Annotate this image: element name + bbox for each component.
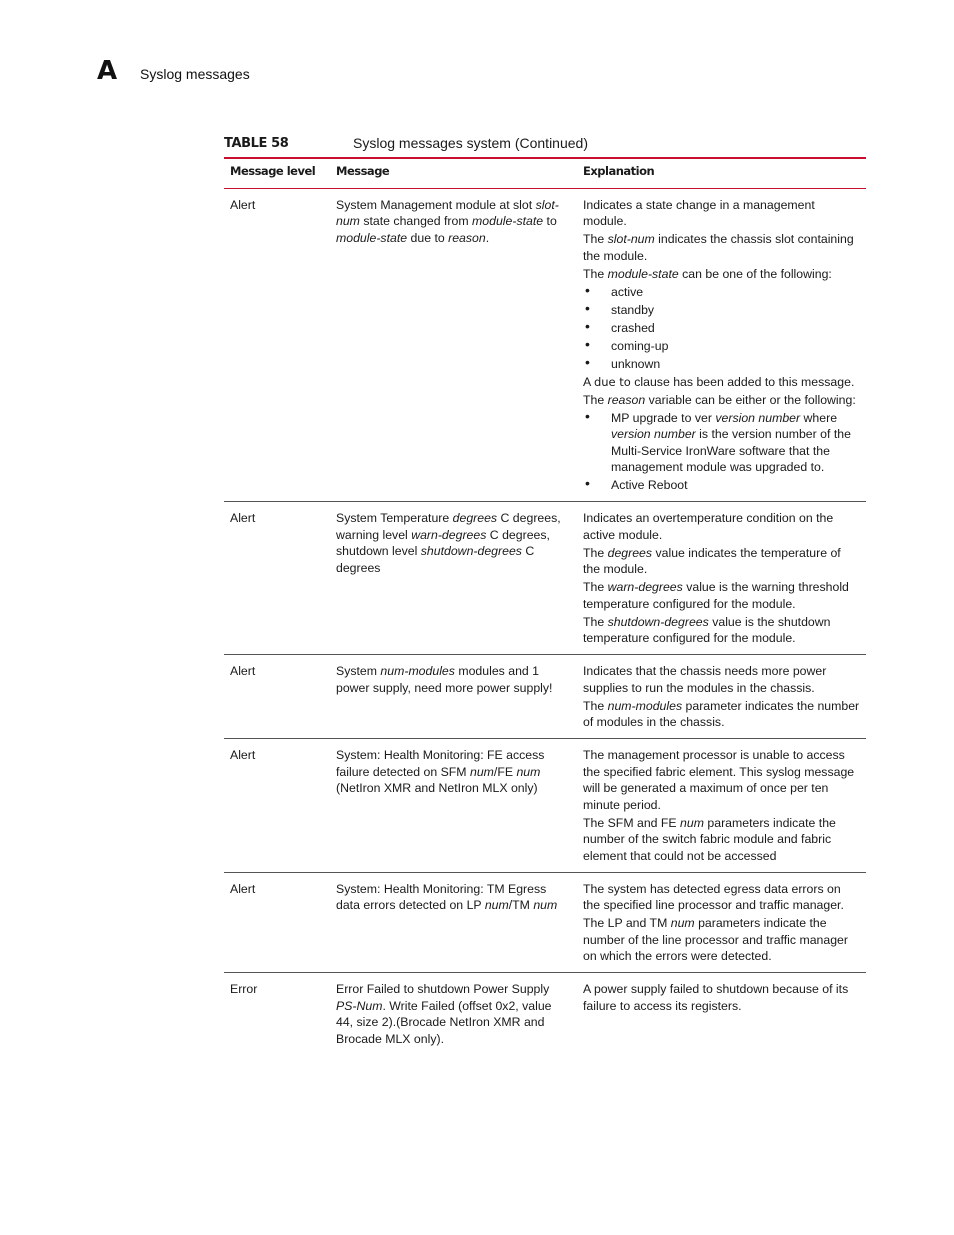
explanation-paragraph: The module-state can be one of the following:: [583, 266, 832, 281]
explanation-paragraph: The shutdown-degrees value is the shutdown temperature configured for the module.: [583, 614, 831, 645]
chapter-title: Syslog messages: [140, 66, 250, 82]
bullet-list-item: • coming-up: [585, 335, 669, 353]
explanation-paragraph: A due to clause has been added to this message.: [583, 374, 855, 389]
column-header-message-level: Message level: [224, 158, 330, 188]
cell-message-level: Alert: [224, 188, 330, 502]
cell-message: System Management module at slot slot-num state changed from module-state to module-state due to reason.: [330, 188, 577, 502]
bullet-list-item: • MP upgrade to ver version number where version number is the version number of the Multi-Service IronWare software that the management module was upgraded to.: [585, 407, 851, 474]
explanation-paragraph: Indicates an overtemperature condition on the active module.: [583, 511, 834, 542]
explanation-paragraph: The degrees value indicates the temperature of the module.: [583, 545, 841, 576]
table-row: [224, 188, 866, 502]
explanation-paragraph: The warn-degrees value is the warning threshold temperature configured for the module.: [583, 580, 849, 611]
cell-explanation: [577, 739, 866, 873]
bullet-icon: •: [585, 281, 590, 298]
bullet-list: [583, 407, 860, 494]
bullet-list-item: • Active Reboot: [585, 475, 688, 492]
table-row: [224, 655, 866, 739]
table-row: [224, 973, 866, 1054]
cell-message-level: Alert: [224, 872, 330, 973]
explanation-paragraph: The num-modules parameter indicates the number of modules in the chassis.: [583, 698, 860, 729]
column-header-message: Message: [330, 158, 577, 188]
explanation-paragraph: The slot-num indicates the chassis slot containing the module.: [583, 232, 854, 263]
cell-explanation: [577, 872, 866, 973]
cell-explanation: [577, 655, 866, 739]
explanation-paragraph: The management processor is unable to access the specified fabric element. This syslog message will be generated a maximum of once per ten minute period.: [583, 748, 855, 812]
bullet-icon: •: [585, 475, 590, 491]
bullet-icon: •: [585, 353, 590, 370]
cell-message-level: Error: [230, 982, 258, 996]
cell-message: System: Health Monitoring: TM Egress data errors detected on LP num/TM num: [330, 872, 577, 973]
cell-explanation: [577, 973, 866, 1054]
explanation-paragraph: Indicates a state change in a management module.: [583, 197, 815, 228]
bullet-list-item: • standby: [585, 299, 655, 317]
bullet-icon: •: [585, 407, 590, 424]
explanation-paragraph: The SFM and FE num parameters indicate the number of the switch fabric module and fabric element that could not be accessed: [583, 815, 836, 863]
bullet-list-item: • unknown: [585, 353, 661, 371]
cell-explanation: [577, 188, 866, 502]
bullet-icon: •: [585, 299, 590, 316]
table-row: [224, 872, 866, 973]
table-caption: [224, 134, 866, 156]
cell-message-level: Alert: [224, 655, 330, 739]
explanation-paragraph: The system has detected egress data errors on the specified line processor and traffic manager.: [583, 881, 844, 912]
cell-message-level: Alert: [224, 739, 330, 873]
chapter-letter: A: [97, 56, 118, 86]
syslog-messages-table: [224, 157, 866, 1053]
bullet-icon: •: [585, 335, 590, 352]
table-header-row: [224, 158, 866, 188]
cell-message-level: Alert: [224, 502, 330, 655]
table-title: Syslog messages system (Continued): [353, 135, 588, 151]
table-row: [224, 502, 866, 655]
column-header-explanation: Explanation: [577, 158, 866, 188]
cell-message: Error Failed to shutdown Power Supply PS-Num. Write Failed (offset 0x2, value 44, size 2).(Brocade NetIron XMR and Brocade MLX only).: [336, 982, 552, 1046]
table-row: [224, 739, 866, 873]
cell-explanation: [577, 502, 866, 655]
bullet-icon: •: [585, 317, 590, 334]
bullet-list-item: • crashed: [585, 317, 655, 335]
bullet-list-item: • active: [585, 281, 644, 299]
bullet-list: [583, 281, 860, 373]
cell-message: System num-modules modules and 1 power supply, need more power supply!: [330, 655, 577, 739]
table-body: [224, 188, 866, 1053]
explanation-paragraph: A power supply failed to shutdown because of its failure to access its registers.: [583, 982, 849, 1013]
explanation-paragraph: The LP and TM num parameters indicate the number of the line processor and traffic manager on which the errors were detected.: [583, 916, 848, 963]
explanation-paragraph: Indicates that the chassis needs more power supplies to run the modules in the chassis.: [583, 664, 827, 695]
table-label: TABLE 58: [224, 136, 289, 151]
cell-message: System Temperature degrees C degrees, warning level warn-degrees C degrees, shutdown level shutdown-degrees C degrees: [330, 502, 577, 655]
explanation-paragraph: The reason variable can be either or the following:: [583, 392, 856, 407]
cell-message: System: Health Monitoring: FE access failure detected on SFM num/FE num (NetIron XMR and NetIron MLX only): [330, 739, 577, 873]
